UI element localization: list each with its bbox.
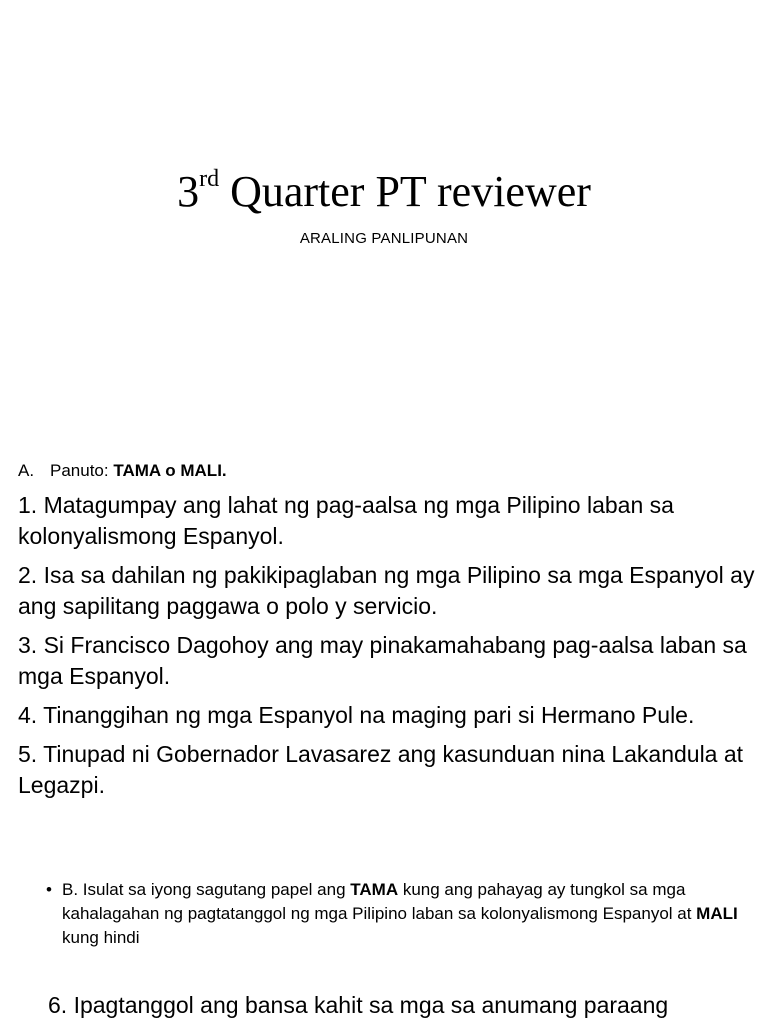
bullet-icon: •	[46, 880, 52, 899]
question-item-3: 3. Si Francisco Dagohoy ang may pinakamahabang pag-aalsa laban sa mga Espanyol.	[18, 632, 747, 689]
section-a-instruction: TAMA o MALI.	[113, 461, 227, 480]
title-number: 3	[177, 167, 200, 216]
section-b-part-2: kung ang pahayag ay tungkol sa mga kahalagahan ng pagtatanggol ng mga Pilipino laban sa kolonyalismong Espanyol at	[62, 880, 697, 923]
title-text: Quarter PT reviewer	[219, 167, 591, 216]
page-title	[0, 164, 768, 220]
section-b-bold-tama: TAMA	[350, 880, 399, 899]
section-a-heading	[18, 460, 227, 482]
question-item-6: 6. Ipagtanggol ang bansa kahit sa mga sa anumang paraang	[48, 992, 669, 1018]
question-item-1: 1. Matagumpay ang lahat ng pag-aalsa ng mga Pilipino laban sa kolonyalismong Espanyol.	[18, 492, 674, 549]
section-a-label: Panuto:	[50, 461, 114, 480]
section-b-part-1: B. Isulat sa iyong sagutang papel ang	[62, 880, 351, 899]
page-subtitle: ARALING PANLIPUNAN	[299, 230, 469, 247]
question-list	[18, 490, 758, 809]
section-b-instruction	[46, 878, 746, 950]
question-item-5: 5. Tinupad ni Gobernador Lavasarez ang kasunduan nina Lakandula at Legazpi.	[18, 741, 744, 798]
title-block	[0, 164, 768, 248]
title-ordinal-suffix: rd	[199, 166, 220, 192]
question-item-2: 2. Isa sa dahilan ng pakikipaglaban ng mga Pilipino sa mga Espanyol ay ang sapilitang paggawa o polo y servicio.	[18, 562, 755, 619]
section-b-part-3: kung hindi	[62, 928, 140, 947]
section-b-text	[62, 878, 746, 950]
section-b-bold-mali: MALI	[696, 904, 738, 923]
question-item-4: 4. Tinanggihan ng mga Espanyol na maging pari si Hermano Pule.	[18, 702, 695, 728]
section-a-marker: A.	[18, 461, 35, 480]
